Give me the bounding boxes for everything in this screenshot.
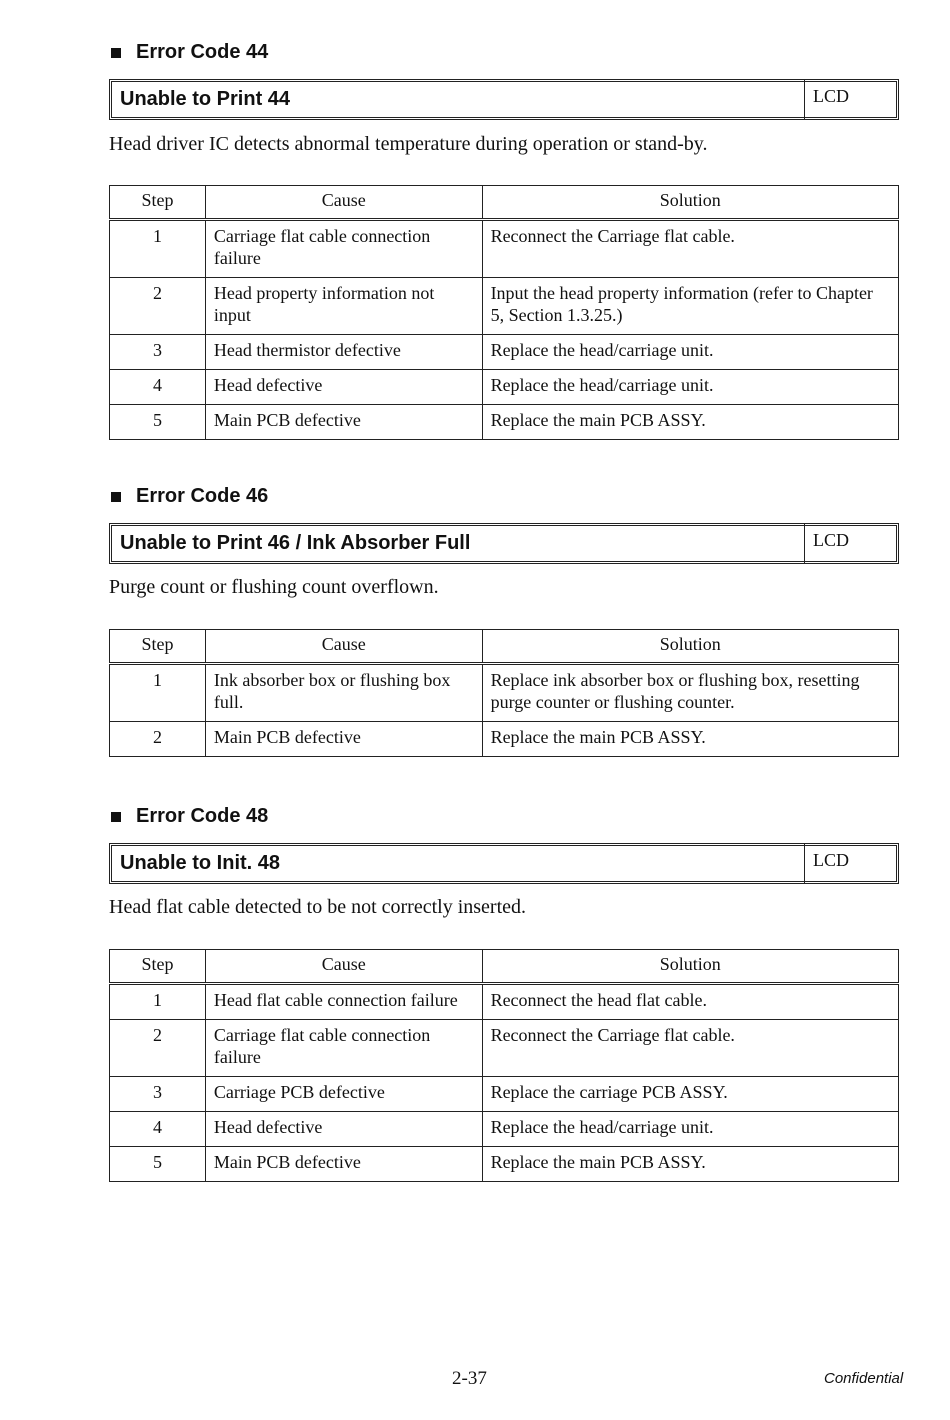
error-title: Unable to Print 44 bbox=[120, 88, 291, 110]
error-code-44-section bbox=[109, 38, 899, 430]
step-cell: 3 bbox=[110, 335, 206, 370]
square-bullet-icon bbox=[111, 812, 121, 822]
cause-cell: Main PCB defective bbox=[205, 405, 482, 440]
section-heading bbox=[109, 38, 899, 66]
error-title: Unable to Print 46 / Ink Absorber Full bbox=[120, 532, 471, 554]
cause-cell: Head defective bbox=[205, 370, 482, 405]
step-cell: 1 bbox=[110, 664, 206, 722]
step-cell: 1 bbox=[110, 984, 206, 1020]
cause-cell: Carriage PCB defective bbox=[205, 1077, 482, 1112]
table-row bbox=[110, 1112, 899, 1147]
table-row bbox=[110, 984, 899, 1020]
cause-cell: Carriage flat cable connection failure bbox=[205, 1020, 482, 1077]
error-title: Unable to Init. 48 bbox=[120, 852, 281, 874]
table-header-row bbox=[110, 630, 899, 664]
table-row bbox=[110, 722, 899, 757]
step-cell: 2 bbox=[110, 722, 206, 757]
table-row bbox=[110, 370, 899, 405]
table-row bbox=[110, 1147, 899, 1182]
solution-cell: Replace ink absorber box or flushing box, resetting purge counter or flushing counter. bbox=[482, 664, 898, 722]
table-row bbox=[110, 664, 899, 722]
column-header-cause: Cause bbox=[205, 186, 482, 220]
display-type-label: LCD bbox=[804, 79, 899, 120]
cause-cell: Head flat cable connection failure bbox=[205, 984, 482, 1020]
step-cell: 4 bbox=[110, 1112, 206, 1147]
solution-cell: Reconnect the Carriage flat cable. bbox=[482, 220, 898, 278]
cause-cell: Head thermistor defective bbox=[205, 335, 482, 370]
table-header-row bbox=[110, 186, 899, 220]
section-heading bbox=[109, 802, 899, 830]
table-row bbox=[110, 1020, 899, 1077]
display-type-label: LCD bbox=[804, 843, 899, 884]
solution-cell: Reconnect the head flat cable. bbox=[482, 984, 898, 1020]
table-header-row bbox=[110, 950, 899, 984]
cause-cell: Carriage flat cable connection failure bbox=[205, 220, 482, 278]
column-header-step: Step bbox=[110, 950, 206, 984]
column-header-solution: Solution bbox=[482, 186, 898, 220]
solution-cell: Replace the main PCB ASSY. bbox=[482, 405, 898, 440]
solution-cell: Input the head property information (refer to Chapter 5, Section 1.3.25.) bbox=[482, 278, 898, 335]
troubleshooting-table bbox=[109, 185, 899, 440]
step-cell: 1 bbox=[110, 220, 206, 278]
table-row bbox=[110, 1077, 899, 1112]
section-heading-text: Error Code 48 bbox=[136, 805, 269, 827]
solution-cell: Replace the head/carriage unit. bbox=[482, 335, 898, 370]
column-header-step: Step bbox=[110, 630, 206, 664]
solution-cell: Replace the head/carriage unit. bbox=[482, 1112, 898, 1147]
step-cell: 4 bbox=[110, 370, 206, 405]
step-cell: 3 bbox=[110, 1077, 206, 1112]
column-header-step: Step bbox=[110, 186, 206, 220]
table-row bbox=[110, 278, 899, 335]
error-code-48-section bbox=[109, 802, 899, 1172]
column-header-solution: Solution bbox=[482, 630, 898, 664]
square-bullet-icon bbox=[111, 48, 121, 58]
page-number: 2-37 bbox=[452, 1368, 487, 1389]
column-header-cause: Cause bbox=[205, 630, 482, 664]
step-cell: 2 bbox=[110, 278, 206, 335]
solution-cell: Reconnect the Carriage flat cable. bbox=[482, 1020, 898, 1077]
column-header-cause: Cause bbox=[205, 950, 482, 984]
section-heading-text: Error Code 44 bbox=[136, 41, 269, 63]
section-heading-text: Error Code 46 bbox=[136, 485, 269, 507]
step-cell: 2 bbox=[110, 1020, 206, 1077]
solution-cell: Replace the head/carriage unit. bbox=[482, 370, 898, 405]
error-description: Head flat cable detected to be not correctly inserted. bbox=[109, 896, 527, 918]
cause-cell: Ink absorber box or flushing box full. bbox=[205, 664, 482, 722]
troubleshooting-table bbox=[109, 629, 899, 757]
cause-cell: Head property information not input bbox=[205, 278, 482, 335]
display-type-label: LCD bbox=[804, 523, 899, 564]
error-description: Head driver IC detects abnormal temperature during operation or stand-by. bbox=[109, 133, 708, 155]
solution-cell: Replace the carriage PCB ASSY. bbox=[482, 1077, 898, 1112]
error-title-box bbox=[109, 843, 899, 884]
error-title-box bbox=[109, 79, 899, 120]
cause-cell: Head defective bbox=[205, 1112, 482, 1147]
step-cell: 5 bbox=[110, 1147, 206, 1182]
troubleshooting-table bbox=[109, 949, 899, 1182]
error-description: Purge count or flushing count overflown. bbox=[109, 576, 439, 598]
solution-cell: Replace the main PCB ASSY. bbox=[482, 1147, 898, 1182]
error-code-46-section bbox=[109, 482, 899, 747]
table-row bbox=[110, 220, 899, 278]
table-row bbox=[110, 335, 899, 370]
section-heading bbox=[109, 482, 899, 510]
square-bullet-icon bbox=[111, 492, 121, 502]
cause-cell: Main PCB defective bbox=[205, 722, 482, 757]
error-title-box bbox=[109, 523, 899, 564]
solution-cell: Replace the main PCB ASSY. bbox=[482, 722, 898, 757]
column-header-solution: Solution bbox=[482, 950, 898, 984]
table-row bbox=[110, 405, 899, 440]
confidential-label: Confidential bbox=[824, 1370, 904, 1387]
step-cell: 5 bbox=[110, 405, 206, 440]
cause-cell: Main PCB defective bbox=[205, 1147, 482, 1182]
